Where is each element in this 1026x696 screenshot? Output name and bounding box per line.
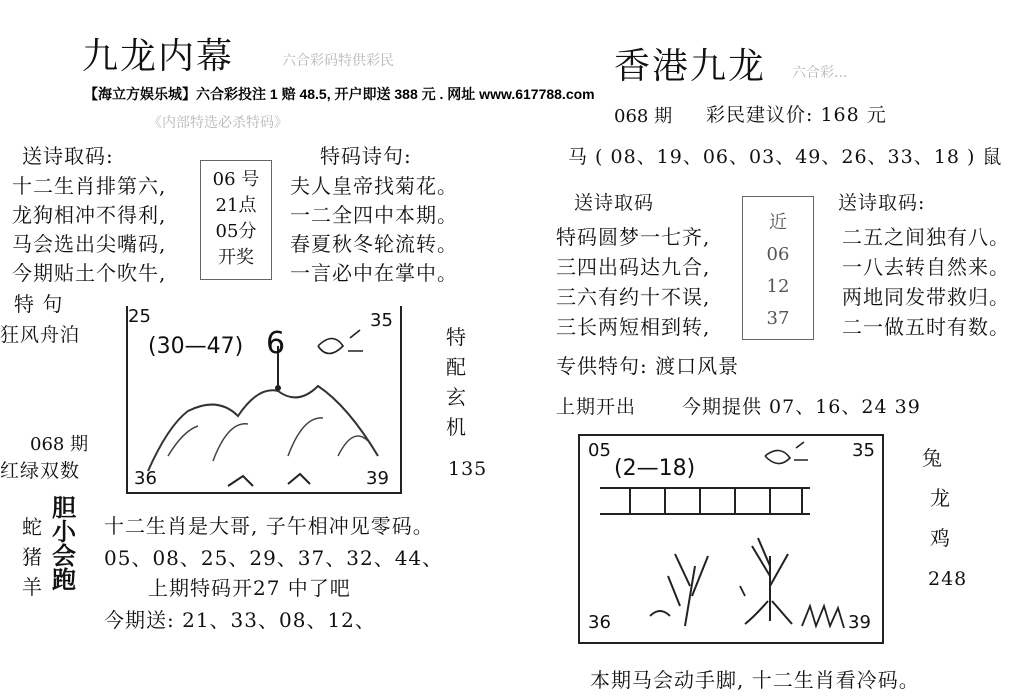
poem-line: 三长两短相到转, (556, 315, 711, 339)
big-char: 跑 (52, 565, 76, 594)
left-side-number: 135 (448, 458, 488, 480)
draw-time-box (200, 160, 272, 280)
box-number: 12 (766, 276, 790, 297)
box-number: 37 (766, 308, 790, 329)
left-poem (12, 172, 166, 288)
last-draw-label: 上期开出 (556, 396, 637, 418)
right-side-animals (922, 438, 951, 558)
left-issue: 068 期 (30, 434, 89, 455)
ad-banner[interactable]: 【海立方娱乐城】六合彩投注 1 赔 48.5, 开户即送 388 元 . 网址 www.617788.com (84, 86, 595, 102)
poem-line: 马会选出尖嘴码, (12, 232, 167, 256)
tema-header: 特码诗句: (320, 144, 412, 168)
poem-line: 龙狗相冲不得利, (12, 203, 167, 227)
big-char: 会 (52, 541, 76, 570)
poem-line: 三四出码达九合, (556, 255, 711, 279)
right-side-number: 248 (928, 568, 968, 590)
right-poem-left (556, 222, 710, 342)
animal-rabbit: 兔 (922, 446, 943, 470)
tema-line: 一言必中在掌中。 (290, 261, 458, 285)
vertical-char: 玄 (446, 385, 467, 409)
sketch-corner-br: 39 (848, 612, 871, 633)
sketch-corner-bl: 36 (134, 468, 157, 489)
horse-rat-line: 马 ( 08、19、06、03、49、26、33、18 ) 鼠 (568, 146, 1003, 168)
left-line1: 十二生肖是大哥, 子午相冲见零码。 (104, 514, 434, 538)
price-label: 彩民建议价: 168 元 (706, 104, 887, 126)
poem-line: 一八去转自然来。 (842, 255, 1010, 279)
poem-line: 两地同发带救归。 (842, 285, 1010, 309)
left-sub-note: 《内部特选必杀特码》 (148, 115, 288, 131)
sketch-corner-bl: 36 (588, 612, 611, 633)
left-line3: 上期特码开27 中了吧 (148, 576, 351, 600)
left-title: 九龙内幕 (82, 36, 235, 77)
sketch-range: (2—18) (614, 456, 696, 481)
poem-line: 今期贴土个吹牛, (12, 261, 167, 285)
big-char-stack (52, 493, 76, 594)
poem-line: 特码圆梦一七齐, (556, 225, 711, 249)
tema-line: 一二全四中本期。 (290, 203, 458, 227)
sketch-corner-tl: 05 (588, 440, 611, 461)
left-line4: 今期送: 21、33、08、12、 (104, 608, 376, 632)
draw-day: 06 号 (212, 169, 260, 190)
animal-rooster: 鸡 (930, 526, 951, 550)
sketch-corner-br: 39 (366, 468, 389, 489)
sketch-digit: 6 (266, 326, 286, 361)
animal-list (22, 512, 43, 602)
left-poem-header: 送诗取码: (22, 144, 114, 168)
right-poem-header-right: 送诗取码: (838, 192, 926, 214)
big-char: 小 (52, 517, 76, 546)
right-poem-header-left: 送诗取码 (574, 192, 655, 214)
draw-label: 开奖 (218, 247, 254, 268)
sketch-corner-tl: 25 (128, 306, 151, 327)
vertical-char: 机 (446, 415, 467, 439)
red-green: 红绿双数 (0, 460, 81, 482)
provide-numbers: 今期提供 07、16、24 39 (682, 396, 921, 418)
sketch-corner-tr: 35 (370, 310, 393, 331)
sketch-corner-tr: 35 (852, 440, 875, 461)
poem-line: 二五之间独有八。 (842, 225, 1010, 249)
animal-sheep: 羊 (22, 575, 43, 599)
vertical-char: 配 (446, 355, 467, 379)
animal-snake: 蛇 (22, 515, 43, 539)
tema-line: 夫人皇帝找菊花。 (290, 174, 458, 198)
right-title: 香港九龙 (614, 46, 767, 87)
number-box (742, 196, 814, 340)
sketch-range: (30—47) (148, 334, 244, 359)
draw-minute: 05分 (215, 221, 257, 242)
left-title-note: 六合彩码特供彩民 (282, 53, 394, 69)
right-issue: 068 期 (614, 106, 673, 127)
right-title-note: 六合彩... (792, 65, 848, 81)
poem-line: 二一做五时有数。 (842, 315, 1010, 339)
draw-hour: 21点 (215, 195, 257, 216)
animal-dragon: 龙 (930, 486, 951, 510)
right-footer: 本期马会动手脚, 十二生肖看冷码。 (590, 668, 920, 692)
right-poem-right (842, 222, 1010, 342)
tema-poem (290, 172, 458, 288)
poem-line: 三六有约十不误, (556, 285, 711, 309)
special-phrase: 专供特句: 渡口风景 (556, 354, 740, 378)
box-number: 06 (766, 244, 790, 265)
left-side-vertical (446, 322, 467, 442)
tema-line: 春夏秋冬轮流转。 (290, 232, 458, 256)
animal-pig: 猪 (22, 545, 43, 569)
vertical-char: 特 (446, 325, 467, 349)
big-char: 胆 (52, 493, 76, 522)
left-line2: 05、08、25、29、37、32、44、 (104, 546, 444, 570)
special-text: 狂风舟泊 (0, 324, 81, 346)
special-label: 特 句 (14, 292, 64, 316)
box-number: 近 (769, 212, 787, 233)
poem-line: 十二生肖排第六, (12, 174, 167, 198)
